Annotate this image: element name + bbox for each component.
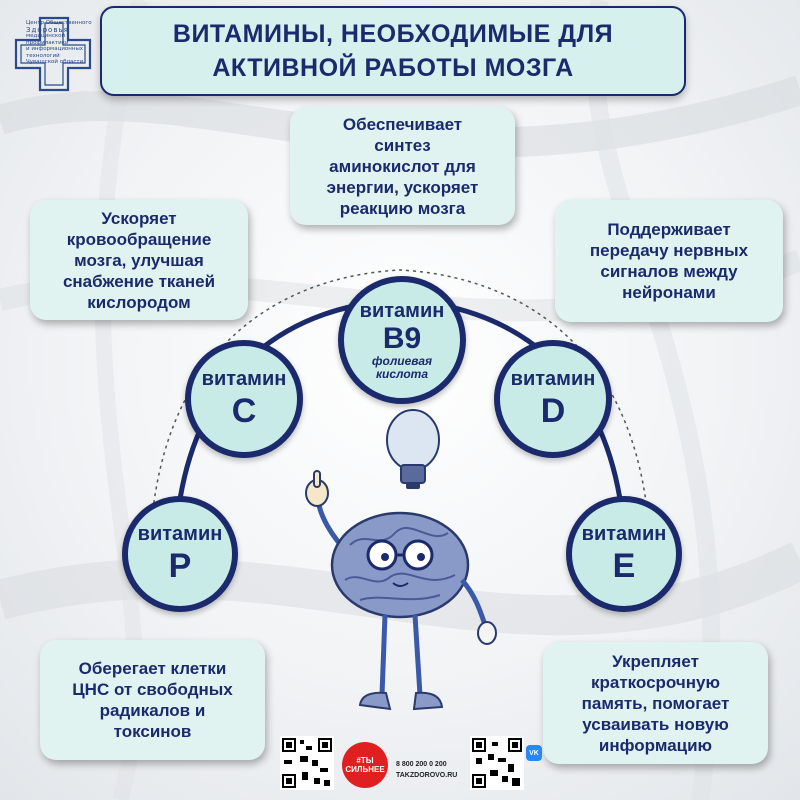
info-box-b9: Обеспечивает синтез аминокислот для энергии, ускоряет реакцию мозга	[290, 107, 515, 225]
campaign-badge: #ТЫ СИЛЬНЕЕ	[342, 742, 388, 788]
vitamin-c-circle: витамин C	[185, 340, 303, 458]
vitamin-p-circle: витамин P	[122, 496, 238, 612]
hotline-phone: 8 800 200 0 200	[396, 761, 447, 768]
qr-code-right-icon	[470, 736, 524, 790]
title-line-2: АКТИВНОЙ РАБОТЫ МОЗГА	[212, 54, 574, 82]
title-line-1: ВИТАМИНЫ, НЕОБХОДИМЫЕ ДЛЯ	[172, 20, 614, 48]
brain-character-icon	[290, 405, 510, 735]
info-box-c: Ускоряет кровообращение мозга, улучшая снабжение тканей кислородом	[30, 200, 248, 320]
vk-icon[interactable]: VK	[526, 745, 542, 761]
info-box-e: Укрепляет краткосрочную память, помогает усваивать новую информацию	[543, 642, 768, 764]
logo-text: Центр Общественного Здоровья медицинской профилактики и информационных технологий Чувашской области	[26, 20, 92, 65]
vitamin-b9-circle: витамин B9 фолиевая кислота	[338, 276, 466, 404]
info-box-p: Оберегает клетки ЦНС от свободных радикалов и токсинов	[40, 640, 265, 760]
vitamin-d-circle: витамин D	[494, 340, 612, 458]
info-box-d: Поддерживает передачу нервных сигналов между нейронами	[555, 200, 783, 322]
vitamin-e-circle: витамин E	[566, 496, 682, 612]
site-link[interactable]: TAKZDOROVO.RU	[396, 772, 458, 779]
qr-code-left-icon	[280, 736, 334, 790]
